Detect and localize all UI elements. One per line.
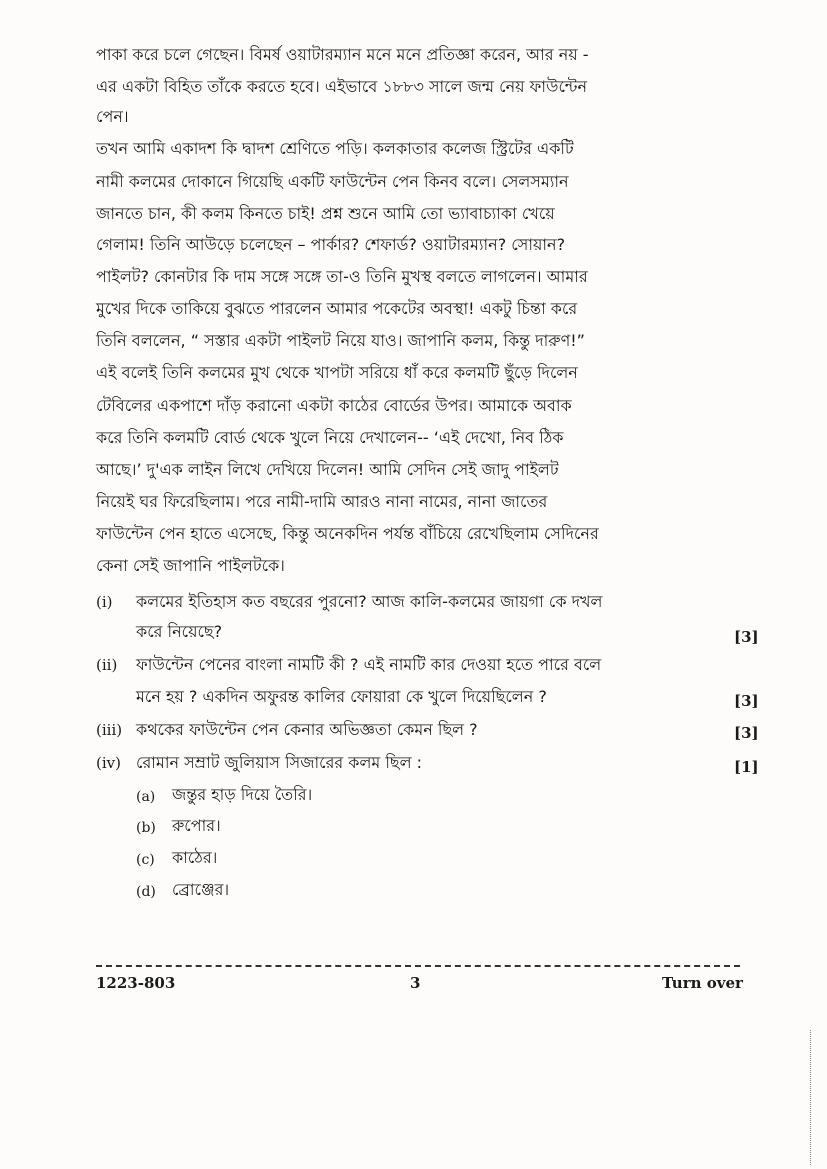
option-letter: (d) bbox=[136, 884, 156, 900]
passage-line-3: পেন। bbox=[96, 107, 129, 126]
passage-line-7: গেলাম! তিনি আউড়ে চলেছেন – পার্কার? শেফার্ড? ওয়াটারম্যান? সোয়ান? bbox=[96, 235, 566, 254]
question-number: (iii) bbox=[96, 721, 123, 739]
question-text-continued: মনে হয় ? একদিন অফুরন্ত কালির ফোয়ারা কে খুলে দিয়েছিলেন ? bbox=[136, 687, 547, 706]
question-number: (i) bbox=[96, 593, 113, 611]
footer-divider bbox=[96, 965, 740, 967]
passage-line-15: নিয়েই ঘর ফিরেছিলাম। পরে নামী-দামি আরও নানা নামের, নানা জাতের bbox=[96, 492, 548, 511]
passage-line-2: এর একটা বিহিত তাঁকে করতে হবে। এইভাবে ১৮৮৩ সালে জন্ম নেয় ফাউন্টেন bbox=[96, 77, 588, 96]
passage-line-16: ফাউন্টেন পেন হাতে এসেছে, কিন্তু অনেকদিন পর্যন্ত বাঁচিয়ে রেখেছিলাম সেদিনের bbox=[96, 524, 599, 543]
question-text: রোমান সম্রাট জুলিয়াস সিজারের কলম ছিল : bbox=[136, 753, 423, 772]
page-number: 3 bbox=[410, 974, 421, 992]
option-text: ব্রোঞ্জের। bbox=[172, 880, 230, 899]
question-text-continued: করে নিয়েছে? bbox=[136, 622, 223, 641]
question-number: (ii) bbox=[96, 656, 118, 674]
question-number: (iv) bbox=[96, 754, 121, 772]
passage-line-4: তখন আমি একাদশ কি দ্বাদশ শ্রেণিতে পড়ি। কলকাতার কলেজ স্ট্রিটের একটি bbox=[96, 139, 574, 158]
passage-line-11: এই বলেই তিনি কলমের মুখ থেকে খাপটা সরিয়ে ধাঁ করে কলমটি ছুঁড়ে দিলেন bbox=[96, 363, 578, 382]
question-text: কলমের ইতিহাস কত বছরের পুরনো? আজ কালি-কলমের জায়গা কে দখল bbox=[136, 592, 603, 611]
question-marks: [3] bbox=[734, 724, 759, 742]
passage-line-17: কেনা সেই জাপানি পাইলটকে। bbox=[96, 556, 285, 575]
passage-line-12: টেবিলের একপাশে দাঁড় করানো একটা কাঠের বোর্ডের উপর। আমাকে অবাক bbox=[96, 396, 572, 415]
turn-over-label: Turn over bbox=[662, 974, 743, 992]
passage-line-9: মুখের দিকে তাকিয়ে বুঝতে পারলেন আমার পকেটের অবস্থা! একটু চিন্তা করে bbox=[96, 299, 578, 318]
option-letter: (c) bbox=[136, 852, 155, 868]
passage-line-14: আছে।’ দু'এক লাইন লিখে দেখিয়ে দিলেন! আমি সেদিন সেই জাদু পাইলট bbox=[96, 460, 559, 479]
question-marks: [3] bbox=[734, 692, 759, 710]
option-letter: (b) bbox=[136, 820, 156, 836]
question-marks: [1] bbox=[734, 758, 759, 776]
passage-line-6: জানতে চান, কী কলম কিনতে চাই! প্রশ্ন শুনে আমি তো ভ্যাবাচ্যাকা খেয়ে bbox=[96, 204, 555, 223]
paper-code: 1223-803 bbox=[96, 974, 176, 992]
option-text: কাঠের। bbox=[172, 848, 218, 867]
question-marks: [3] bbox=[734, 628, 759, 646]
question-text: ফাউন্টেন পেনের বাংলা নামটি কী ? এই নামটি কার দেওয়া হতে পারে বলে bbox=[136, 655, 602, 674]
option-text: রুপোর। bbox=[172, 816, 221, 835]
option-text: জন্তুর হাড় দিয়ে তৈরি। bbox=[172, 785, 313, 804]
passage-line-10: তিনি বললেন, “ সস্তার একটা পাইলট নিয়ে যাও। জাপানি কলম, কিন্তু দারুণ!” bbox=[96, 331, 585, 350]
option-letter: (a) bbox=[136, 789, 156, 805]
passage-line-1: পাকা করে চলে গেছেন। বিমর্ষ ওয়াটারম্যান মনে মনে প্রতিজ্ঞা করেন, আর নয় - bbox=[96, 45, 589, 64]
question-text: কথকের ফাউন্টেন পেন কেনার অভিজ্ঞতা কেমন ছিল ? bbox=[136, 720, 478, 739]
passage-line-5: নামী কলমের দোকানে গিয়েছি একটি ফাউন্টেন পেন কিনব বলে। সেলসম্যান bbox=[96, 172, 569, 191]
passage-line-8: পাইলট? কোনটার কি দাম সঙ্গে সঙ্গে তা-ও তিনি মুখস্থ বলতে লাগলেন। আমার bbox=[96, 267, 588, 286]
scan-edge-mark bbox=[810, 1030, 817, 1165]
passage-line-13: করে তিনি কলমটি বোর্ড থেকে খুলে নিয়ে দেখালেন-- ‘এই দেখো, নিব ঠিক bbox=[96, 428, 564, 447]
